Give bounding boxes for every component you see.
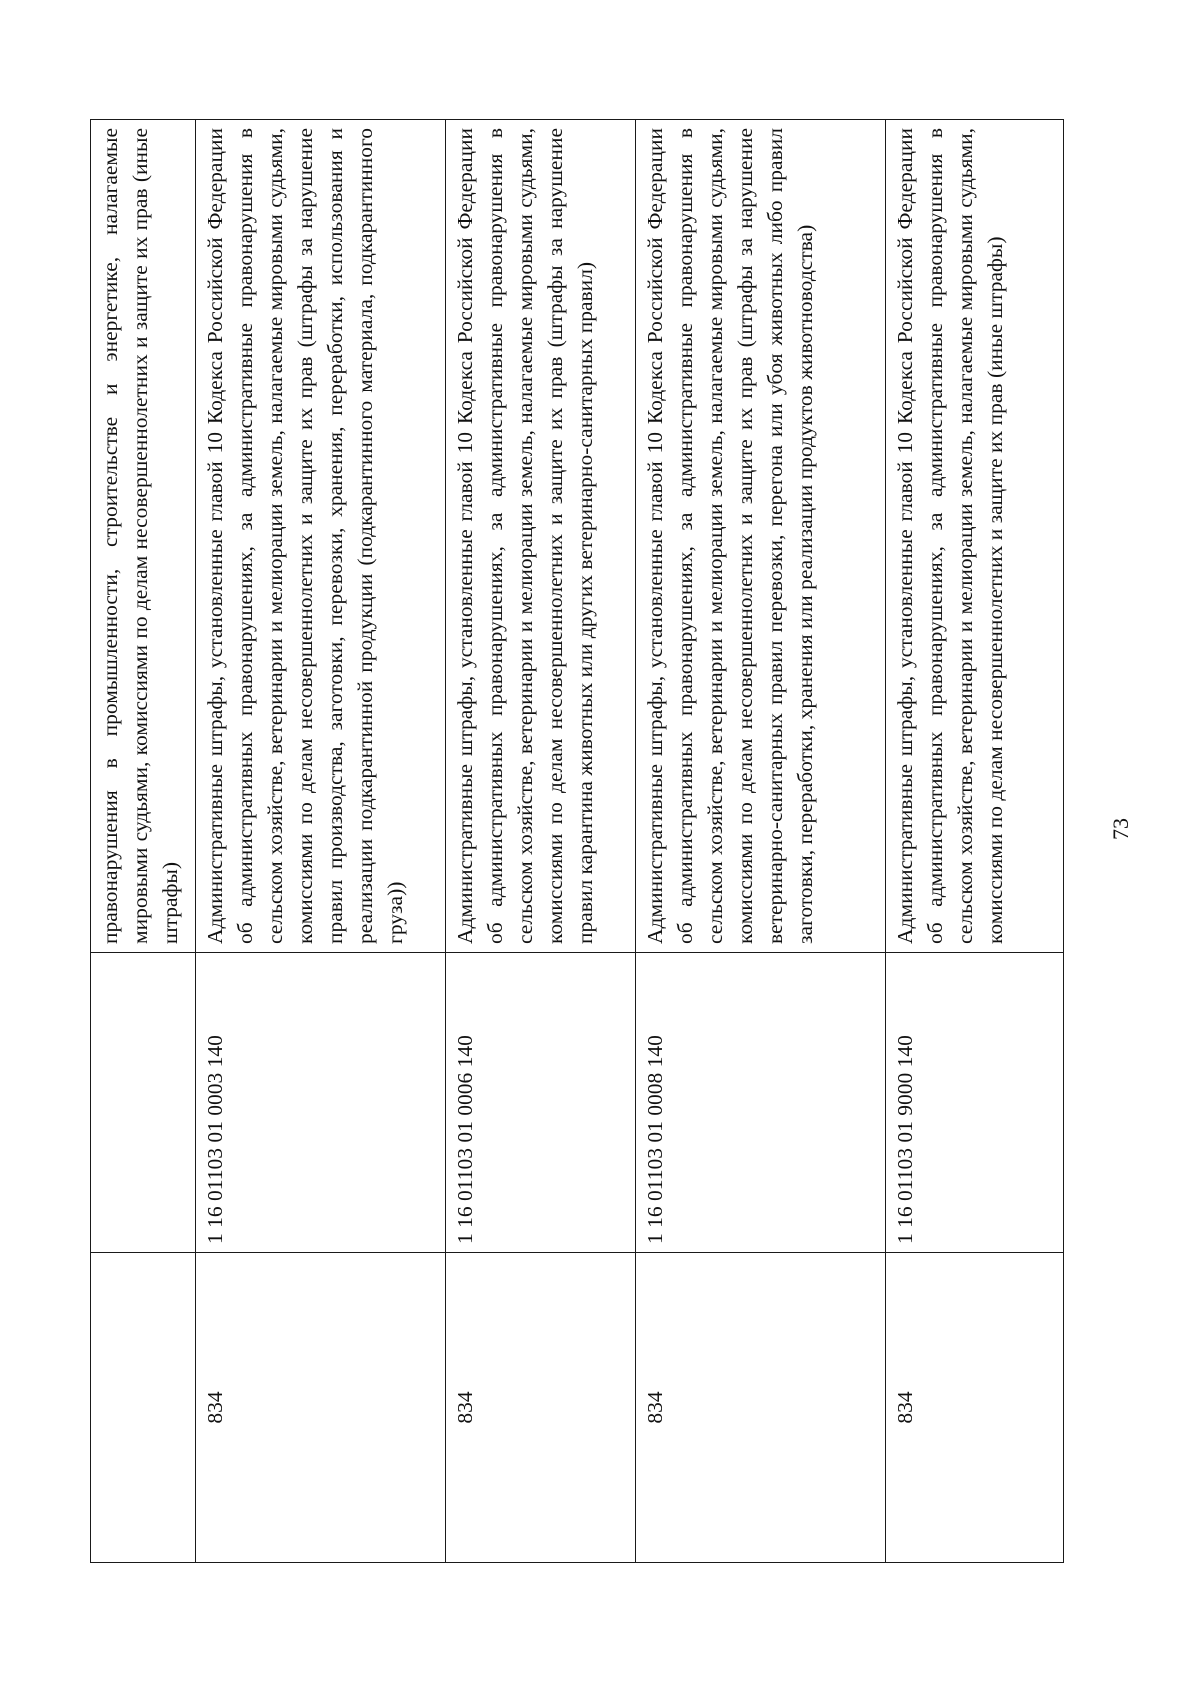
admin-code-cell: 834 [196, 1253, 446, 1563]
table-row [446, 120, 636, 1563]
admin-code-cell: 834 [886, 1253, 1064, 1563]
table-row [636, 120, 886, 1563]
description-cell: правонарушения в промышленности, строительстве и энергетике, налагаемые мировыми судьями, комиссиями по делам несовершеннолетних и защите их прав (иные штрафы) [91, 120, 196, 953]
budget-code-cell: 1 16 01103 01 0008 140 [636, 953, 886, 1253]
admin-code-cell: 834 [636, 1253, 886, 1563]
budget-code-cell [91, 953, 196, 1253]
rotated-page-content [90, 120, 1063, 1563]
table-row [196, 120, 446, 1563]
page-number: 73 [1108, 818, 1133, 840]
description-cell: Административные штрафы, установленные главой 10 Кодекса Российской Федерации об административных правонарушениях, за административные правонарушения в сельском хозяйстве, ветеринарии и мелиорации земель, налагаемые мировыми судьями, комиссиями по делам несовершеннолетних и защите их прав (штрафы за нарушение правил карантина животных или других ветеринарно-санитарных правил) [446, 120, 636, 953]
admin-code-cell [91, 1253, 196, 1563]
description-cell: Административные штрафы, установленные главой 10 Кодекса Российской Федерации об административных правонарушениях, за административные правонарушения в сельском хозяйстве, ветеринарии и мелиорации земель, налагаемые мировыми судьями, комиссиями по делам несовершеннолетних и защите их прав (иные штрафы) [886, 120, 1064, 953]
description-cell: Административные штрафы, установленные главой 10 Кодекса Российской Федерации об административных правонарушениях, за административные правонарушения в сельском хозяйстве, ветеринарии и мелиорации земель, налагаемые мировыми судьями, комиссиями по делам несовершеннолетних и защите их прав (штрафы за нарушение правил производства, заготовки, перевозки, хранения, переработки, использования и реализации подкарантинной продукции (подкарантинного материала, подкарантинного груза)) [196, 120, 446, 953]
budget-code-cell: 1 16 01103 01 9000 140 [886, 953, 1064, 1253]
admin-code-cell: 834 [446, 1253, 636, 1563]
description-cell: Административные штрафы, установленные главой 10 Кодекса Российской Федерации об административных правонарушениях, за административные правонарушения в сельском хозяйстве, ветеринарии и мелиорации земель, налагаемые мировыми судьями, комиссиями по делам несовершеннолетних и защите их прав (штрафы за нарушение ветеринарно-санитарных правил перевозки, перегона или убоя животных либо правил заготовки, переработки, хранения или реализации продуктов животноводства) [636, 120, 886, 953]
budget-code-cell: 1 16 01103 01 0003 140 [196, 953, 446, 1253]
budget-code-cell: 1 16 01103 01 0006 140 [446, 953, 636, 1253]
table-row [886, 120, 1064, 1563]
table-row [91, 120, 196, 1563]
fines-table [90, 119, 1064, 1563]
